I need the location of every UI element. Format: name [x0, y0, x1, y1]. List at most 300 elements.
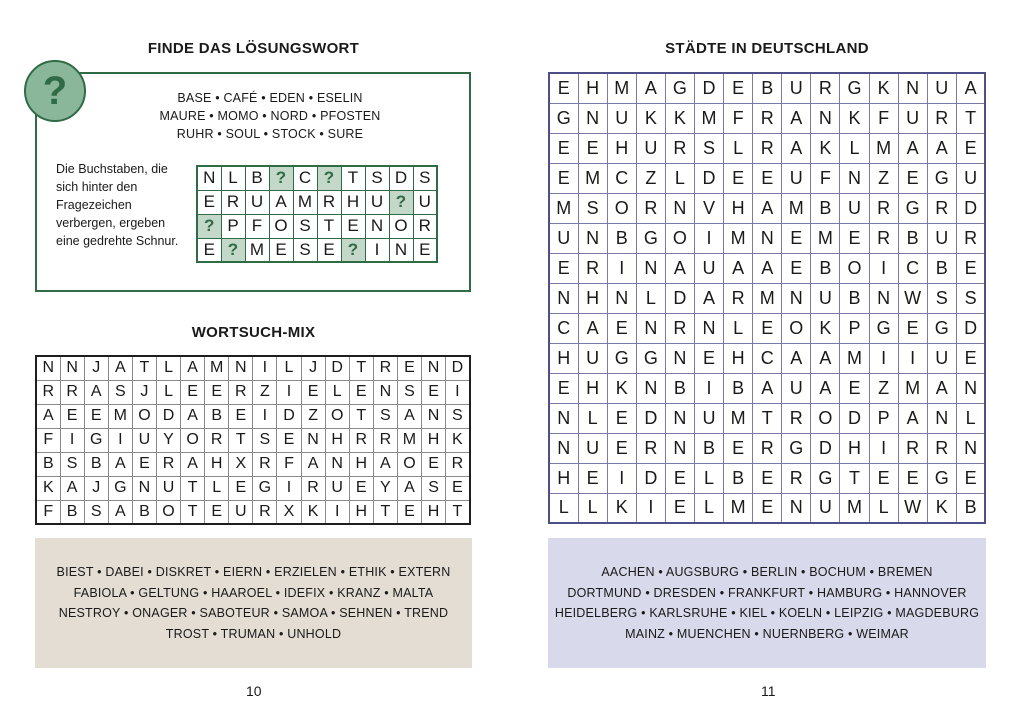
- word-list-line: NESTROY • ONAGER • SABOTEUR • SAMOA • SEHNEN • TREND: [58, 606, 449, 620]
- grid-cell: E: [753, 313, 782, 343]
- grid-cell: I: [869, 433, 898, 463]
- grid-cell: E: [724, 163, 753, 193]
- grid-cell: E: [349, 476, 373, 500]
- grid-cell: R: [60, 380, 84, 404]
- grid-cell: U: [811, 283, 840, 313]
- grid-cell: G: [927, 313, 956, 343]
- word-list-line: DORTMUND • DRESDEN • FRANKFURT • HAMBURG • HANNOVER: [567, 585, 967, 600]
- grid-cell: E: [301, 380, 325, 404]
- hidden-letter-cell: ?: [197, 214, 221, 238]
- puzzle-title-staedte: STÄDTE IN DEUTSCHLAND: [665, 40, 869, 57]
- grid-cell: R: [956, 223, 985, 253]
- grid-cell: C: [898, 253, 927, 283]
- grid-cell: A: [60, 476, 84, 500]
- grid-row: [36, 380, 470, 404]
- grid-cell: R: [156, 452, 180, 476]
- grid-cell: B: [724, 463, 753, 493]
- grid-row: [549, 493, 985, 523]
- grid-cell: M: [869, 133, 898, 163]
- grid-cell: E: [422, 380, 446, 404]
- grid-cell: A: [636, 73, 665, 103]
- grid-cell: J: [84, 356, 108, 380]
- grid-cell: D: [446, 356, 470, 380]
- grid-cell: A: [753, 253, 782, 283]
- grid-cell: R: [446, 452, 470, 476]
- hidden-letter-cell: ?: [317, 166, 341, 190]
- grid-cell: N: [229, 356, 253, 380]
- grid-cell: G: [927, 163, 956, 193]
- grid-cell: E: [665, 463, 694, 493]
- grid-cell: F: [36, 500, 60, 524]
- grid-cell: D: [389, 166, 413, 190]
- grid-cell: B: [753, 73, 782, 103]
- grid-cell: U: [229, 500, 253, 524]
- grid-row: [549, 73, 985, 103]
- grid-cell: H: [840, 433, 869, 463]
- grid-cell: I: [446, 380, 470, 404]
- grid-cell: B: [927, 253, 956, 283]
- grid-cell: M: [293, 190, 317, 214]
- grid-cell: N: [132, 476, 156, 500]
- grid-cell: Y: [373, 476, 397, 500]
- grid-cell: I: [694, 223, 723, 253]
- grid-cell: R: [665, 313, 694, 343]
- grid-cell: D: [325, 356, 349, 380]
- grid-cell: H: [205, 452, 229, 476]
- grid-cell: T: [753, 403, 782, 433]
- grid-cell: I: [60, 428, 84, 452]
- grid-row: [549, 313, 985, 343]
- grid-cell: N: [840, 163, 869, 193]
- grid-cell: B: [36, 452, 60, 476]
- word-list-line: BIEST • DABEI • DISKRET • EIERN • ERZIELEN • ETHIK • EXTERN: [56, 565, 451, 579]
- grid-cell: E: [229, 404, 253, 428]
- grid-cell: T: [181, 500, 205, 524]
- grid-cell: U: [413, 190, 437, 214]
- grid-cell: B: [840, 283, 869, 313]
- grid-cell: B: [132, 500, 156, 524]
- grid-cell: A: [753, 373, 782, 403]
- grid-cell: T: [349, 356, 373, 380]
- wortsuch-mix-grid: [35, 355, 471, 525]
- grid-cell: E: [549, 163, 578, 193]
- grid-cell: K: [869, 73, 898, 103]
- grid-cell: I: [277, 380, 301, 404]
- grid-cell: M: [811, 223, 840, 253]
- grid-cell: N: [956, 373, 985, 403]
- grid-cell: A: [36, 404, 60, 428]
- grid-cell: U: [927, 343, 956, 373]
- grid-row: [36, 428, 470, 452]
- grid-cell: I: [607, 463, 636, 493]
- grid-cell: L: [694, 493, 723, 523]
- grid-cell: E: [753, 163, 782, 193]
- grid-cell: M: [397, 428, 421, 452]
- grid-cell: A: [84, 380, 108, 404]
- grid-cell: N: [782, 493, 811, 523]
- grid-cell: E: [397, 356, 421, 380]
- grid-cell: L: [205, 476, 229, 500]
- page-number-left: 10: [246, 683, 262, 699]
- grid-cell: A: [269, 190, 293, 214]
- grid-cell: U: [156, 476, 180, 500]
- grid-cell: A: [181, 404, 205, 428]
- grid-row: [197, 214, 437, 238]
- grid-row: [549, 223, 985, 253]
- grid-cell: O: [389, 214, 413, 238]
- grid-cell: Z: [869, 373, 898, 403]
- grid-cell: N: [365, 214, 389, 238]
- grid-cell: K: [811, 133, 840, 163]
- grid-cell: L: [156, 356, 180, 380]
- grid-row: [549, 253, 985, 283]
- grid-cell: O: [397, 452, 421, 476]
- grid-cell: M: [245, 238, 269, 262]
- grid-cell: R: [205, 428, 229, 452]
- grid-cell: E: [898, 313, 927, 343]
- grid-cell: E: [422, 452, 446, 476]
- grid-cell: U: [782, 373, 811, 403]
- grid-cell: M: [898, 373, 927, 403]
- grid-row: [36, 452, 470, 476]
- grid-cell: P: [221, 214, 245, 238]
- grid-cell: A: [397, 404, 421, 428]
- grid-cell: B: [898, 223, 927, 253]
- grid-cell: S: [84, 500, 108, 524]
- grid-cell: D: [636, 403, 665, 433]
- grid-cell: I: [325, 500, 349, 524]
- grid-cell: E: [341, 214, 365, 238]
- staedte-word-list: [548, 538, 986, 668]
- grid-cell: N: [36, 356, 60, 380]
- grid-cell: S: [446, 404, 470, 428]
- grid-cell: G: [253, 476, 277, 500]
- word-list-line: AACHEN • AUGSBURG • BERLIN • BOCHUM • BREMEN: [601, 565, 933, 579]
- grid-cell: E: [181, 380, 205, 404]
- grid-cell: L: [156, 380, 180, 404]
- staedte-grid: [548, 72, 986, 524]
- grid-row: [549, 283, 985, 313]
- grid-cell: G: [869, 313, 898, 343]
- grid-cell: H: [341, 190, 365, 214]
- grid-cell: S: [422, 476, 446, 500]
- grid-cell: O: [607, 193, 636, 223]
- grid-cell: E: [578, 133, 607, 163]
- grid-cell: P: [869, 403, 898, 433]
- grid-cell: N: [665, 403, 694, 433]
- grid-cell: H: [422, 428, 446, 452]
- grid-cell: E: [840, 223, 869, 253]
- grid-cell: F: [245, 214, 269, 238]
- grid-cell: A: [811, 373, 840, 403]
- grid-cell: R: [636, 433, 665, 463]
- grid-cell: K: [927, 493, 956, 523]
- grid-cell: E: [413, 238, 437, 262]
- grid-cell: U: [811, 493, 840, 523]
- grid-cell: E: [132, 452, 156, 476]
- grid-cell: M: [840, 493, 869, 523]
- grid-cell: I: [607, 253, 636, 283]
- word-list-line: HEIDELBERG • KARLSRUHE • KIEL • KOELN • LEIPZIG • MAGDEBURG: [554, 606, 980, 620]
- grid-row: [36, 500, 470, 524]
- grid-cell: T: [317, 214, 341, 238]
- grid-cell: E: [956, 253, 985, 283]
- grid-cell: R: [724, 283, 753, 313]
- grid-cell: T: [840, 463, 869, 493]
- grid-cell: R: [229, 380, 253, 404]
- grid-cell: A: [108, 500, 132, 524]
- grid-cell: R: [753, 103, 782, 133]
- grid-cell: W: [898, 283, 927, 313]
- grid-cell: C: [549, 313, 578, 343]
- grid-cell: G: [840, 73, 869, 103]
- grid-cell: E: [197, 190, 221, 214]
- grid-cell: E: [607, 433, 636, 463]
- word-list-line: FABIOLA • GELTUNG • HAAROEL • IDEFIX • KRANZ • MALTA: [73, 585, 434, 600]
- grid-cell: G: [665, 73, 694, 103]
- grid-cell: E: [349, 380, 373, 404]
- grid-cell: A: [397, 476, 421, 500]
- grid-cell: E: [549, 373, 578, 403]
- grid-cell: J: [132, 380, 156, 404]
- grid-cell: T: [341, 166, 365, 190]
- grid-cell: E: [205, 380, 229, 404]
- grid-cell: C: [607, 163, 636, 193]
- grid-cell: H: [349, 500, 373, 524]
- grid-cell: N: [389, 238, 413, 262]
- hidden-letter-cell: ?: [221, 238, 245, 262]
- grid-cell: D: [956, 313, 985, 343]
- grid-cell: M: [782, 193, 811, 223]
- grid-cell: O: [811, 403, 840, 433]
- grid-cell: U: [636, 133, 665, 163]
- grid-cell: R: [753, 133, 782, 163]
- grid-cell: S: [413, 166, 437, 190]
- grid-cell: R: [301, 476, 325, 500]
- grid-cell: R: [927, 193, 956, 223]
- grid-cell: A: [181, 356, 205, 380]
- grid-cell: L: [325, 380, 349, 404]
- grid-cell: D: [694, 73, 723, 103]
- grid-cell: N: [665, 433, 694, 463]
- grid-row: [549, 103, 985, 133]
- grid-cell: N: [325, 452, 349, 476]
- grid-cell: I: [869, 253, 898, 283]
- grid-cell: O: [181, 428, 205, 452]
- grid-cell: O: [132, 404, 156, 428]
- grid-cell: O: [325, 404, 349, 428]
- grid-cell: E: [205, 500, 229, 524]
- grid-cell: M: [549, 193, 578, 223]
- grid-cell: E: [724, 433, 753, 463]
- grid-cell: H: [578, 373, 607, 403]
- grid-cell: Y: [156, 428, 180, 452]
- grid-cell: N: [578, 103, 607, 133]
- grid-cell: B: [607, 223, 636, 253]
- grid-cell: L: [665, 163, 694, 193]
- grid-cell: R: [253, 452, 277, 476]
- grid-cell: G: [927, 463, 956, 493]
- grid-cell: Z: [869, 163, 898, 193]
- grid-cell: L: [277, 356, 301, 380]
- grid-row: [197, 166, 437, 190]
- grid-cell: N: [578, 223, 607, 253]
- grid-cell: M: [694, 103, 723, 133]
- grid-cell: O: [782, 313, 811, 343]
- grid-cell: F: [724, 103, 753, 133]
- grid-row: [549, 343, 985, 373]
- grid-row: [549, 163, 985, 193]
- grid-cell: A: [927, 373, 956, 403]
- grid-cell: G: [108, 476, 132, 500]
- grid-cell: A: [724, 253, 753, 283]
- grid-cell: B: [205, 404, 229, 428]
- grid-cell: E: [869, 463, 898, 493]
- grid-cell: A: [898, 403, 927, 433]
- grid-cell: N: [956, 433, 985, 463]
- grid-cell: J: [84, 476, 108, 500]
- grid-cell: P: [840, 313, 869, 343]
- grid-cell: K: [665, 103, 694, 133]
- grid-cell: H: [422, 500, 446, 524]
- grid-cell: L: [636, 283, 665, 313]
- grid-cell: N: [927, 403, 956, 433]
- grid-cell: E: [840, 373, 869, 403]
- grid-cell: Z: [253, 380, 277, 404]
- grid-cell: K: [446, 428, 470, 452]
- grid-cell: K: [811, 313, 840, 343]
- grid-cell: R: [869, 223, 898, 253]
- grid-cell: F: [36, 428, 60, 452]
- grid-row: [549, 403, 985, 433]
- grid-cell: W: [898, 493, 927, 523]
- grid-cell: U: [549, 223, 578, 253]
- grid-cell: N: [422, 404, 446, 428]
- grid-cell: X: [229, 452, 253, 476]
- grid-cell: E: [782, 223, 811, 253]
- grid-cell: U: [325, 476, 349, 500]
- grid-cell: A: [811, 343, 840, 373]
- grid-cell: T: [373, 500, 397, 524]
- grid-cell: R: [636, 193, 665, 223]
- grid-cell: E: [549, 253, 578, 283]
- grid-cell: I: [365, 238, 389, 262]
- grid-cell: U: [927, 223, 956, 253]
- hidden-letter-cell: ?: [389, 190, 413, 214]
- grid-cell: N: [636, 373, 665, 403]
- grid-cell: N: [665, 193, 694, 223]
- grid-cell: A: [108, 356, 132, 380]
- grid-cell: E: [269, 238, 293, 262]
- grid-cell: D: [811, 433, 840, 463]
- grid-cell: S: [578, 193, 607, 223]
- grid-cell: I: [253, 404, 277, 428]
- grid-cell: M: [840, 343, 869, 373]
- word-list-line: TROST • TRUMAN • UNHOLD: [165, 626, 342, 641]
- grid-cell: A: [927, 133, 956, 163]
- grid-cell: H: [724, 193, 753, 223]
- grid-cell: G: [636, 223, 665, 253]
- grid-row: [36, 476, 470, 500]
- grid-cell: A: [665, 253, 694, 283]
- grid-cell: M: [578, 163, 607, 193]
- question-mark-icon: ?: [24, 60, 86, 122]
- grid-cell: K: [301, 500, 325, 524]
- grid-cell: R: [413, 214, 437, 238]
- grid-row: [549, 463, 985, 493]
- grid-cell: H: [578, 73, 607, 103]
- grid-cell: B: [811, 193, 840, 223]
- grid-cell: H: [349, 452, 373, 476]
- grid-cell: B: [60, 500, 84, 524]
- grid-cell: L: [694, 463, 723, 493]
- grid-cell: M: [724, 493, 753, 523]
- grid-cell: T: [349, 404, 373, 428]
- grid-cell: N: [753, 223, 782, 253]
- grid-cell: R: [927, 103, 956, 133]
- grid-cell: D: [956, 193, 985, 223]
- grid-cell: A: [898, 133, 927, 163]
- grid-cell: N: [60, 356, 84, 380]
- puzzle-hint-text: Die Buchstaben, die sich hinter den Fragezeichen verbergen, ergeben eine gedrehte Schnur.: [56, 162, 179, 248]
- grid-cell: E: [665, 493, 694, 523]
- grid-cell: C: [753, 343, 782, 373]
- grid-cell: O: [665, 223, 694, 253]
- grid-cell: I: [253, 356, 277, 380]
- grid-cell: L: [840, 133, 869, 163]
- grid-cell: C: [293, 166, 317, 190]
- grid-cell: E: [753, 463, 782, 493]
- grid-cell: E: [607, 403, 636, 433]
- grid-cell: D: [694, 163, 723, 193]
- grid-row: [549, 433, 985, 463]
- grid-cell: A: [956, 73, 985, 103]
- grid-cell: E: [898, 463, 927, 493]
- grid-cell: A: [301, 452, 325, 476]
- grid-cell: K: [636, 103, 665, 133]
- grid-cell: M: [108, 404, 132, 428]
- grid-cell: H: [607, 133, 636, 163]
- grid-cell: F: [811, 163, 840, 193]
- grid-cell: N: [694, 313, 723, 343]
- grid-cell: B: [665, 373, 694, 403]
- grid-cell: B: [694, 433, 723, 463]
- grid-cell: U: [365, 190, 389, 214]
- grid-cell: T: [181, 476, 205, 500]
- grid-cell: S: [373, 404, 397, 428]
- grid-cell: Z: [301, 404, 325, 428]
- hidden-letter-cell: ?: [341, 238, 365, 262]
- grid-cell: T: [956, 103, 985, 133]
- grid-cell: E: [277, 428, 301, 452]
- grid-row: [36, 356, 470, 380]
- grid-cell: A: [694, 283, 723, 313]
- grid-cell: E: [197, 238, 221, 262]
- grid-cell: M: [607, 73, 636, 103]
- grid-cell: G: [811, 463, 840, 493]
- grid-cell: S: [694, 133, 723, 163]
- grid-cell: R: [811, 73, 840, 103]
- grid-cell: I: [898, 343, 927, 373]
- grid-cell: F: [869, 103, 898, 133]
- grid-cell: R: [36, 380, 60, 404]
- grid-cell: S: [108, 380, 132, 404]
- grid-cell: E: [549, 133, 578, 163]
- puzzle-title-loesungswort: FINDE DAS LÖSUNGSWORT: [147, 40, 360, 57]
- page-number-right: 11: [761, 683, 776, 699]
- grid-cell: U: [782, 163, 811, 193]
- grid-cell: O: [156, 500, 180, 524]
